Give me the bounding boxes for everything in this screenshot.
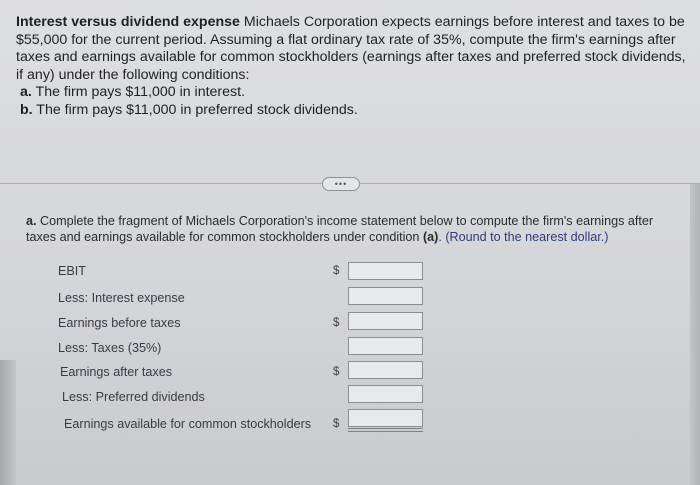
dollar-sign-eat: $ xyxy=(333,366,340,378)
problem-statement xyxy=(16,14,696,119)
problem-title: Interest versus dividend expense xyxy=(16,14,240,30)
question-prompt xyxy=(26,213,666,245)
row-label-interest-expense: Less: Interest expense xyxy=(58,291,185,305)
question-text: Complete the fragment of Michaels Corporation's income statement below to compute the firm's earnings after taxes and earnings available for common stockholders under condition xyxy=(26,214,654,244)
window-edge-left xyxy=(0,360,16,485)
earnings-before-taxes-input[interactable] xyxy=(348,312,423,330)
scrollbar-track[interactable] xyxy=(690,184,700,485)
expand-more-button[interactable] xyxy=(322,177,360,191)
taxes-input[interactable] xyxy=(348,337,423,355)
row-label-taxes: Less: Taxes (35%) xyxy=(58,341,162,355)
question-mark: a. xyxy=(26,214,37,228)
part-b xyxy=(20,102,696,120)
interest-expense-input[interactable] xyxy=(348,287,423,305)
row-label-earnings-before-taxes: Earnings before taxes xyxy=(58,316,181,330)
dollar-sign-ebit: $ xyxy=(333,265,340,277)
dollar-sign-eac: $ xyxy=(333,418,340,430)
dollar-sign-ebt: $ xyxy=(333,317,340,329)
row-label-earnings-available: Earnings available for common stockholders xyxy=(64,417,312,431)
ellipsis-icon: ••• xyxy=(334,178,348,189)
part-a-mark: a. xyxy=(20,84,32,100)
part-a xyxy=(20,84,696,102)
part-a-text: The firm pays $11,000 in interest. xyxy=(31,84,246,100)
question-hint: . (Round to the nearest dollar.) xyxy=(438,230,609,244)
total-double-underline xyxy=(348,428,423,432)
earnings-after-taxes-input[interactable] xyxy=(348,361,423,379)
problem-body: Michaels Corporation expects earnings before interest and taxes to be $55,000 for the current period. Assuming a flat ordinary tax rate of 35%, compute the firm's earnings after taxes and earnings available for common stockholders (earnings after taxes and preferred stock dividends, if any) under the following conditions: xyxy=(16,14,686,83)
preferred-dividends-input[interactable] xyxy=(348,385,423,403)
earnings-available-input[interactable] xyxy=(348,409,423,427)
row-label-earnings-after-taxes: Earnings after taxes xyxy=(60,365,173,379)
part-b-text: The firm pays $11,000 in preferred stock dividends. xyxy=(32,101,358,118)
question-condition: (a) xyxy=(422,230,439,244)
part-b-mark: b. xyxy=(20,101,33,118)
row-label-ebit: EBIT xyxy=(58,264,86,278)
row-label-preferred-dividends: Less: Preferred dividends xyxy=(62,390,205,404)
ebit-input[interactable] xyxy=(348,262,423,280)
